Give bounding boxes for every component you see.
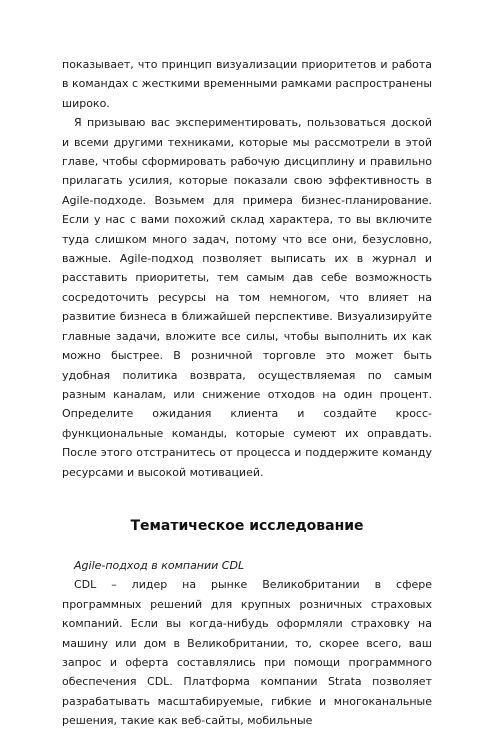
- book-page: [62, 55, 432, 731]
- intro-paragraph-agile-advice: Я призываю вас экспериментировать, пользоваться доской и всеми другими техниками, которые мы рассмотрели в этой главе, чтобы сформировать рабочую дисциплину и правильно прилагать усилия, которые показали свою эффективность в Agile-подходе. Возьмем для примера бизнес-планирование. Если у нас с вами похожий склад характера, то вы включите туда слишком много задач, потому что все они, безусловно, важные. Agile-подход позволяет выписать их в журнал и расставить приоритеты, тем самым дав себе возможность сосредоточить ресурсы на том немногом, что влияет на развитие бизнеса в ближайшей перспективе. Визуализируйте главные задачи, вложите все силы, чтобы выполнить их как можно быстрее. В розничной торговле это может быть удобная политика возврата, осуществляемая по самым разным каналам, или снижение отходов на один процент. Определите ожидания клиента и создайте кросс-функциональные команды, которые сумеют их оправдать. После этого отстранитесь от процесса и поддержите команду ресурсами и высокой мотивацией.: [62, 116, 432, 479]
- case-study-paragraph: CDL – лидер на рынке Великобритании в сфере программных решений для крупных розничных страховых компаний. Если вы когда-нибудь оформляли страховку на машину или дом в Великобритании, то, скорее всего, ваш запрос и оферта составлялись при помощи программного обеспечения CDL. Платформа компании Strata позволяет разрабатывать масштабируемые, гибкие и многоканальные решения, такие как веб-сайты, мобильные: [62, 578, 432, 728]
- section-heading: Тематическое исследование: [130, 517, 364, 534]
- intro-paragraph-continued: показывает, что принцип визуализации приоритетов и работа в командах с жесткими временными рамками распространены широко.: [62, 58, 432, 110]
- case-study-title: Agile-подход в компании CDL: [74, 558, 245, 572]
